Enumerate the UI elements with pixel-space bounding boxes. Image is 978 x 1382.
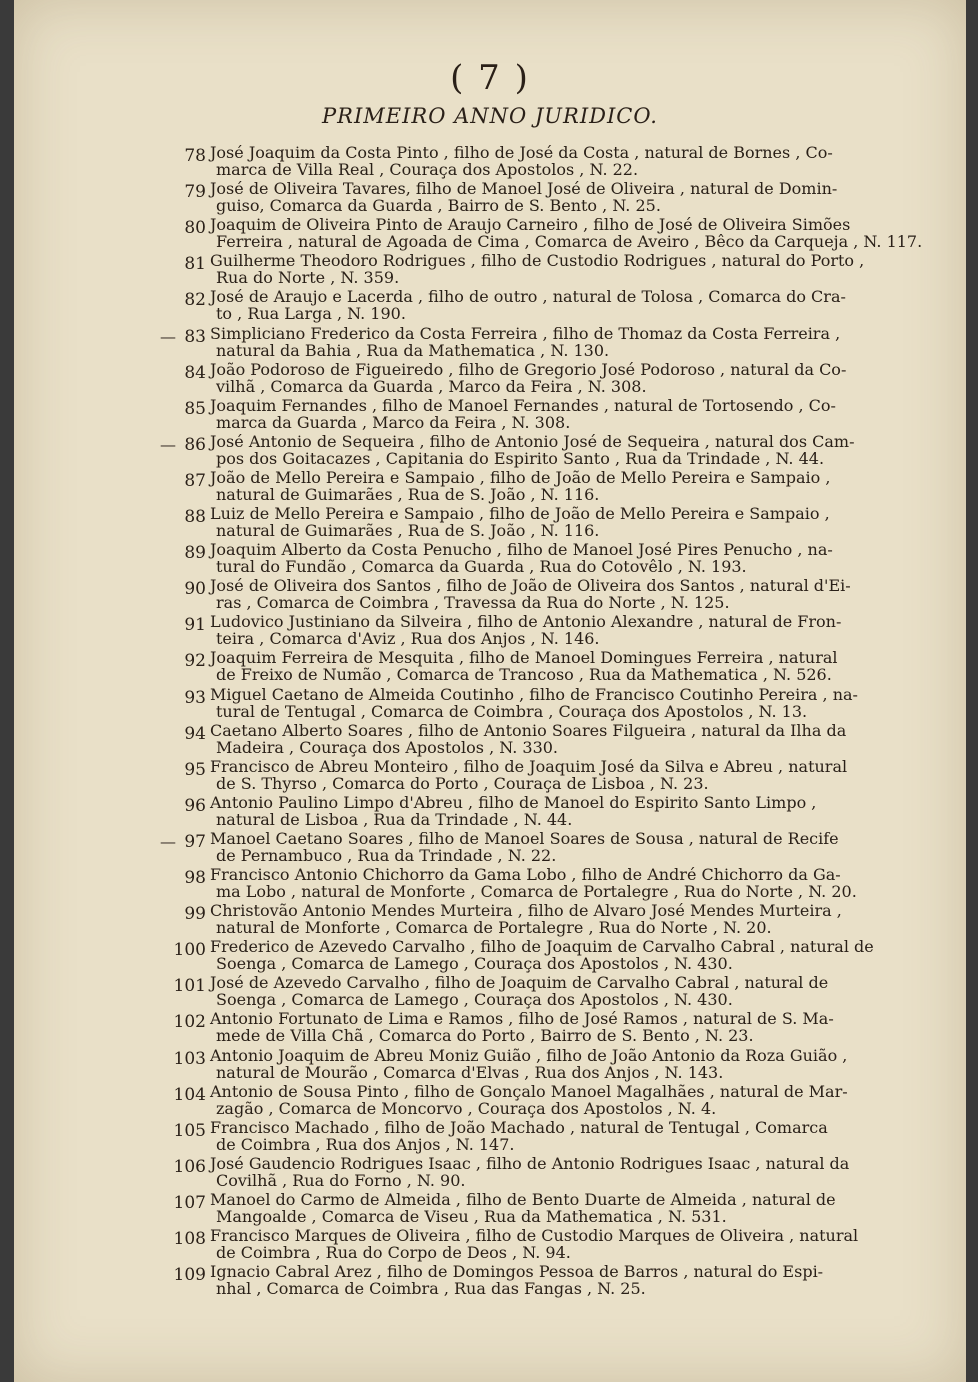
list-item [14, 180, 966, 216]
entry-line-1: José de Oliveira dos Santos , filho de João de Oliveira dos Santos , natural d'Ei- [210, 576, 851, 596]
list-item [14, 1119, 966, 1155]
list-item [14, 1191, 966, 1227]
entry-number: 100 [173, 940, 206, 961]
list-item [14, 830, 966, 866]
entry-number: 103 [173, 1048, 206, 1069]
entry-number: 106 [173, 1156, 206, 1177]
entry-number: 82 [184, 290, 206, 311]
entry-line-1: Antonio Paulino Limpo d'Abreu , filho de Manoel do Espirito Santo Limpo , [210, 792, 817, 812]
list-item [14, 1010, 966, 1046]
list-item [14, 758, 966, 794]
entry-line-2: marca da Guarda , Marco da Feira , N. 308. [216, 412, 571, 432]
entry-line-2: de Pernambuco , Rua da Trindade , N. 22. [216, 845, 557, 865]
entry-number: 96 [184, 795, 206, 816]
entry-line-2: Madeira , Couraça dos Apostolos , N. 330. [216, 737, 559, 757]
entry-number: 107 [173, 1192, 206, 1213]
entry-line-2: natural de Guimarães , Rua de S. João , N. 116. [216, 521, 600, 540]
list-item [14, 649, 966, 685]
list-item [14, 613, 966, 649]
entry-line-1: José Joaquim da Costa Pinto , filho de José da Costa , natural de Bornes , Co- [210, 143, 833, 162]
list-item [14, 288, 966, 324]
entry-line-2: de S. Thyrso , Comarca do Porto , Couraça de Lisboa , N. 23. [216, 773, 709, 793]
list-item [14, 1155, 966, 1191]
entry-number: 78 [184, 146, 206, 166]
list-item [14, 144, 966, 180]
entry-number: 83 [184, 326, 206, 347]
entry-line-1: Guilherme Theodoro Rodrigues , filho de Custodio Rodrigues , natural do Porto , [210, 251, 865, 271]
entry-line-2: marca de Villa Real , Couraça dos Apostolos , N. 22. [216, 160, 639, 179]
margin-mark: — [160, 831, 176, 851]
entry-number: 99 [184, 904, 206, 925]
entry-line-2: natural de Mourão , Comarca d'Elvas , Rua dos Anjos , N. 143. [216, 1062, 724, 1082]
list-item [14, 722, 966, 758]
entry-number: 95 [184, 759, 206, 780]
entry-line-2: natural da Bahia , Rua da Mathematica , N. 130. [216, 340, 610, 360]
entry-line-2: zagão , Comarca de Moncorvo , Couraça dos Apostolos , N. 4. [216, 1098, 717, 1118]
entry-line-1: Miguel Caetano de Almeida Coutinho , filho de Francisco Coutinho Pereira , na- [210, 684, 858, 704]
list-item [14, 505, 966, 541]
entry-line-2: Ferreira , natural de Agoada de Cima , Comarca de Aveiro , Bêco da Carqueja , N. 117. [216, 232, 923, 252]
entry-line-1: Joaquim Ferreira de Mesquita , filho de Manoel Domingues Ferreira , natural [210, 648, 838, 668]
entry-line-2: natural de Guimarães , Rua de S. João , N. 116. [216, 484, 600, 504]
list-item [14, 1227, 966, 1263]
entry-line-1: José de Oliveira Tavares, filho de Manoel José de Oliveira , natural de Domin- [210, 179, 838, 199]
list-item [14, 216, 966, 252]
entry-line-1: Antonio Fortunato de Lima e Ramos , filho de José Ramos , natural de S. Ma- [210, 1009, 834, 1029]
entry-line-1: Christovão Antonio Mendes Murteira , filho de Alvaro José Mendes Murteira , [210, 901, 842, 921]
entry-line-2: natural de Monforte , Comarca de Portalegre , Rua do Norte , N. 20. [216, 918, 772, 938]
list-item [14, 866, 966, 902]
entry-line-2: nhal , Comarca de Coimbra , Rua das Fangas , N. 25. [216, 1279, 646, 1299]
entry-line-2: tural de Tentugal , Comarca de Coimbra , Couraça dos Apostolos , N. 13. [216, 701, 808, 721]
entry-number: 87 [184, 470, 206, 491]
list-item [14, 974, 966, 1010]
entry-line-2: ma Lobo , natural de Monforte , Comarca de Portalegre , Rua do Norte , N. 20. [216, 882, 857, 901]
entry-line-1: Francisco Marques de Oliveira , filho de Custodio Marques de Oliveira , natural [210, 1226, 859, 1245]
entry-number: 85 [184, 398, 206, 419]
entry-line-1: Francisco Machado , filho de João Machado , natural de Tentugal , Comarca [210, 1117, 828, 1137]
entry-line-1: Manoel do Carmo de Almeida , filho de Bento Duarte de Almeida , natural de [210, 1189, 836, 1209]
entry-line-2: de Freixo de Numão , Comarca de Trancoso , Rua da Mathematica , N. 526. [216, 665, 832, 685]
entry-line-1: Ludovico Justiniano da Silveira , filho de Antonio Alexandre , natural de Fron- [210, 612, 842, 632]
entry-line-1: Manoel Caetano Soares , filho de Manoel Soares de Sousa , natural de Recife [210, 828, 839, 848]
list-item [14, 1047, 966, 1083]
entry-number: 101 [173, 976, 206, 997]
entry-number: 91 [184, 615, 206, 636]
entry-line-1: Caetano Alberto Soares , filho de Antonio Soares Filgueira , natural da Ilha da [210, 720, 847, 740]
entry-number: 86 [184, 434, 206, 455]
margin-mark: — [160, 326, 176, 346]
entry-line-1: Antonio Joaquim de Abreu Moniz Guião , filho de João Antonio da Roza Guião , [210, 1045, 848, 1065]
list-item [14, 433, 966, 469]
entry-line-1: Francisco de Abreu Monteiro , filho de Joaquim José da Silva e Abreu , natural [210, 756, 848, 776]
entry-line-1: João Podoroso de Figueiredo , filho de Gregorio José Podoroso , natural da Co- [210, 359, 847, 379]
list-item [14, 1083, 966, 1119]
entry-line-1: Antonio de Sousa Pinto , filho de Gonçalo Manoel Magalhães , natural de Mar- [210, 1081, 848, 1101]
list-item [14, 902, 966, 938]
entry-line-2: natural de Lisboa , Rua da Trindade , N. 44. [216, 809, 573, 829]
entry-line-2: teira , Comarca d'Aviz , Rua dos Anjos , N. 146. [216, 629, 600, 649]
entry-line-2: Mangoalde , Comarca de Viseu , Rua da Mathematica , N. 531. [216, 1206, 727, 1226]
entry-number: 88 [184, 507, 206, 527]
entry-line-1: Joaquim Alberto da Costa Penucho , filho de Manoel José Pires Penucho , na- [210, 540, 833, 560]
entry-line-2: Covilhã , Rua do Forno , N. 90. [216, 1170, 466, 1190]
entry-line-1: José Gaudencio Rodrigues Isaac , filho de Antonio Rodrigues Isaac , natural da [210, 1153, 850, 1173]
list-item [14, 794, 966, 830]
entry-line-2: Soenga , Comarca de Lamego , Couraça dos Apostolos , N. 430. [216, 990, 733, 1010]
entry-line-2: Rua do Norte , N. 359. [216, 268, 400, 288]
entry-number: 89 [184, 543, 206, 564]
entry-number: 109 [173, 1265, 206, 1286]
entry-line-2: to , Rua Larga , N. 190. [216, 304, 406, 324]
entry-line-2: tural do Fundão , Comarca da Guarda , Rua do Cotovêlo , N. 193. [216, 557, 747, 577]
entry-number: 94 [184, 723, 206, 744]
entry-line-2: pos dos Goitacazes , Capitania do Espirito Santo , Rua da Trindade , N. 44. [216, 448, 825, 468]
entry-line-2: de Coimbra , Rua do Corpo de Deos , N. 94. [216, 1243, 571, 1262]
entry-number: 104 [173, 1084, 206, 1105]
document-page [14, 0, 966, 1382]
entry-line-2: de Coimbra , Rua dos Anjos , N. 147. [216, 1134, 515, 1154]
list-item [14, 325, 966, 361]
entry-number: 105 [173, 1120, 206, 1141]
entry-line-1: Joaquim Fernandes , filho de Manoel Fernandes , natural de Tortosendo , Co- [210, 395, 836, 415]
list-item [14, 252, 966, 288]
list-item [14, 361, 966, 397]
margin-mark: — [160, 434, 176, 454]
entry-line-1: Simpliciano Frederico da Costa Ferreira , filho de Thomaz da Costa Ferreira , [210, 323, 841, 343]
entry-line-1: Ignacio Cabral Arez , filho de Domingos Pessoa de Barros , natural do Espi- [210, 1262, 824, 1282]
entry-line-2: guiso, Comarca da Guarda , Bairro de S. Bento , N. 25. [216, 196, 661, 216]
entry-number: 80 [184, 218, 206, 239]
entry-line-1: José de Araujo e Lacerda , filho de outro , natural de Tolosa , Comarca do Cra- [210, 287, 846, 307]
entry-line-1: José Antonio de Sequeira , filho de Antonio José de Sequeira , natural dos Cam- [210, 431, 855, 451]
entry-line-2: vilhã , Comarca da Guarda , Marco da Feira , N. 308. [216, 376, 647, 396]
entry-line-2: ras , Comarca de Coimbra , Travessa da Rua do Norte , N. 125. [216, 593, 730, 613]
entry-line-1: João de Mello Pereira e Sampaio , filho de João de Mello Pereira e Sampaio , [210, 467, 831, 487]
list-item [14, 938, 966, 974]
entry-number: 108 [173, 1229, 206, 1249]
list-item [14, 686, 966, 722]
entry-number: 84 [184, 362, 206, 383]
entry-line-1: Luiz de Mello Pereira e Sampaio , filho de João de Mello Pereira e Sampaio , [210, 504, 830, 523]
entry-line-1: Frederico de Azevedo Carvalho , filho de Joaquim de Carvalho Cabral , natural de [210, 937, 874, 957]
list-item [14, 1263, 966, 1299]
entry-number: 93 [184, 687, 206, 708]
entry-line-1: Francisco Antonio Chichorro da Gama Lobo , filho de André Chichorro da Ga- [210, 865, 841, 884]
list-item [14, 577, 966, 613]
list-item [14, 541, 966, 577]
page-number: ( 7 ) [450, 58, 530, 98]
page-heading: PRIMEIRO ANNO JURIDICO. [322, 104, 658, 128]
entry-line-1: Joaquim de Oliveira Pinto de Araujo Carneiro , filho de José de Oliveira Simões [210, 215, 851, 235]
entry-number: 90 [184, 579, 206, 600]
entry-line-2: mede de Villa Chã , Comarca do Porto , Bairro de S. Bento , N. 23. [216, 1026, 754, 1046]
entry-line-1: José de Azevedo Carvalho , filho de Joaquim de Carvalho Cabral , natural de [210, 973, 829, 993]
entry-number: 81 [184, 254, 206, 275]
entry-number: 79 [184, 182, 206, 203]
entry-line-2: Soenga , Comarca de Lamego , Couraça dos Apostolos , N. 430. [216, 954, 733, 974]
entry-number: 92 [184, 651, 206, 672]
list-item [14, 397, 966, 433]
entry-number: 97 [184, 831, 206, 852]
entry-number: 102 [173, 1012, 206, 1033]
entry-number: 98 [184, 868, 206, 888]
list-item [14, 469, 966, 505]
